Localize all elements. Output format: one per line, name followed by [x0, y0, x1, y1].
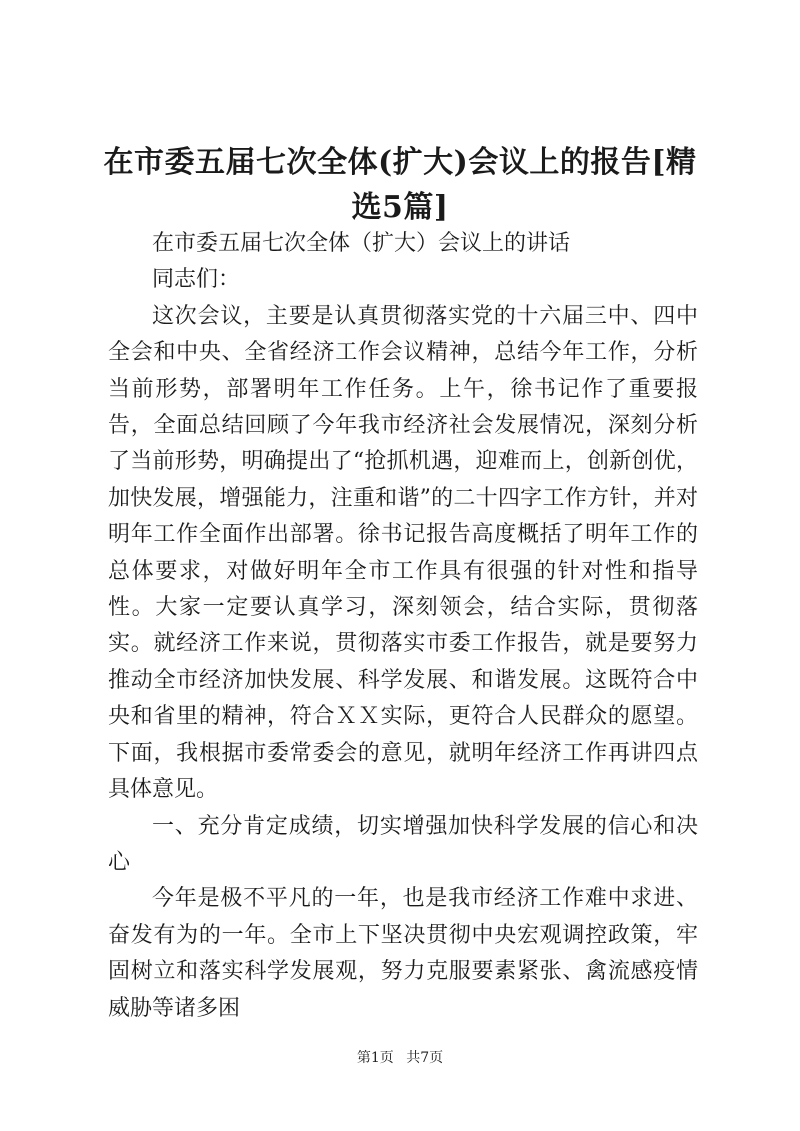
- body-paragraph: 这次会议，主要是认真贯彻落实党的十六届三中、四中全会和中央、全省经济工作会议精神，总结今年工作，分析当前形势，部署明年工作任务。上午，徐书记作了重要报告，全面总结回顾了今年我市经济社会发展情况，深刻分析了当前形势，明确提出了“抢抓机遇，迎难而上，创新创优，加快发展，增强能力，注重和谐”的二十四字工作方针，并对明年工作全面作出部署。徐书记报告高度概括了明年工作的总体要求，对做好明年全市工作具有很强的针对性和指导性。大家一定要认真学习，深刻领会，结合实际，贯彻落实。就经济工作来说，贯彻落实市委工作报告，就是要努力推动全市经济加快发展、科学发展、和谐发展。这既符合中央和省里的精神，符合ＸＸ实际，更符合人民群众的愿望。下面，我根据市委常委会的意见，就明年经济工作再讲四点具体意见。: [108, 303, 698, 803]
- body-paragraph: 今年是极不平凡的一年，也是我市经济工作难中求进、奋发有为的一年。全市上下坚决贯彻中央宏观调控政策，牢固树立和落实科学发展观，努力克服要素紧张、禽流感疫情威胁等诸多困: [108, 886, 698, 1021]
- page-footer: [0, 1048, 800, 1068]
- speech-heading: 在市委五届七次全体（扩大）会议上的讲话: [152, 231, 571, 256]
- page-total: 共7页: [406, 1050, 444, 1066]
- salutation: 同志们：: [152, 267, 241, 293]
- section-heading: 一、充分肯定成绩，切实增强加快科学发展的信心和决心: [108, 813, 698, 875]
- page-number: 第1页: [356, 1050, 394, 1066]
- document-body: [108, 226, 698, 1027]
- document-title: 在市委五届七次全体(扩大)会议上的报告[精选5篇]: [103, 145, 697, 225]
